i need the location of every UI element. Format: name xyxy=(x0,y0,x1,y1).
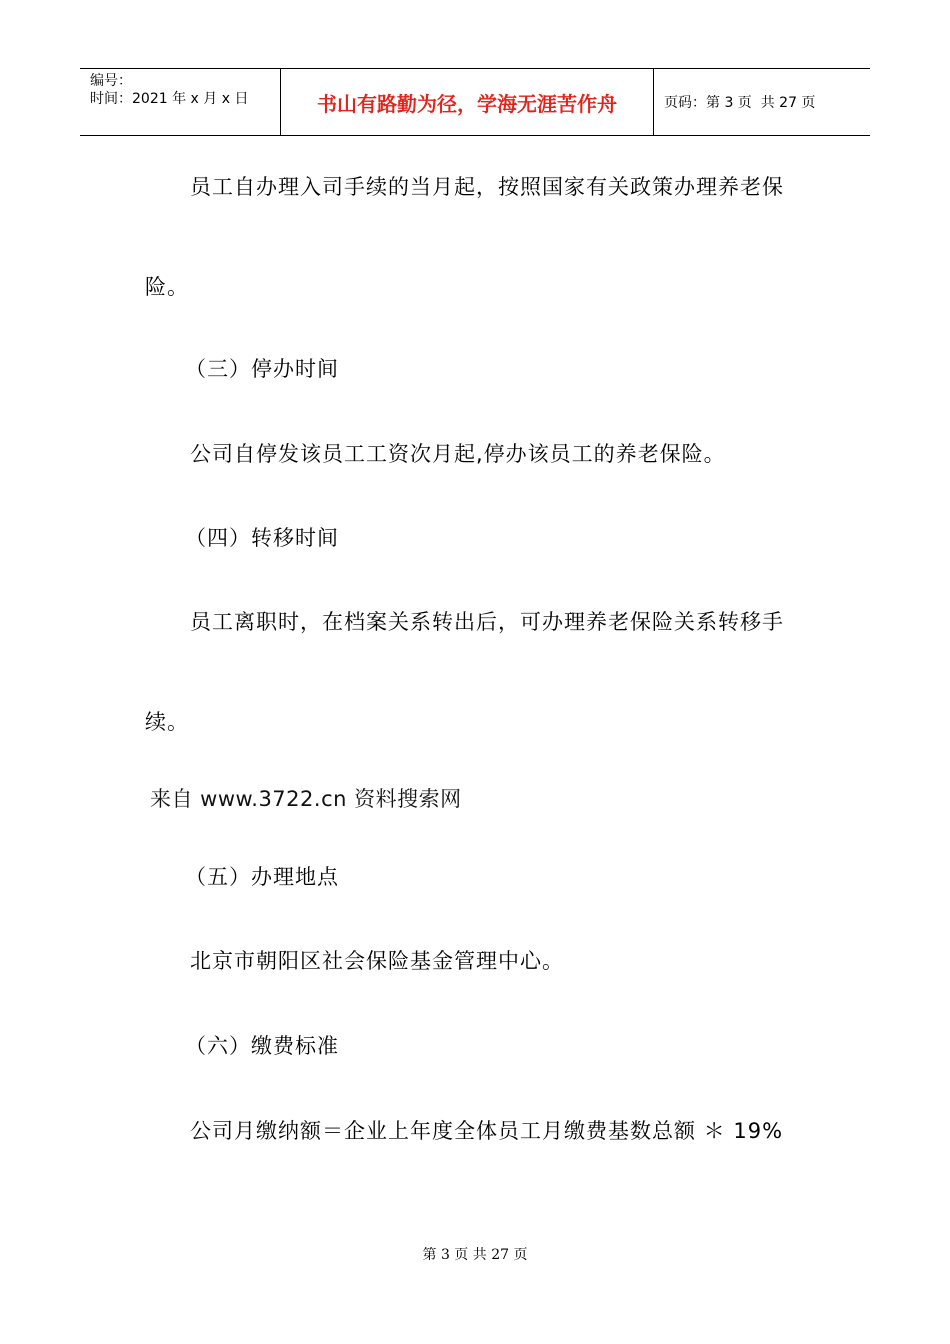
section-heading-6: （六）缴费标准 xyxy=(185,1034,339,1058)
header-motto: 书山有路勤为径，学海无涯苦作舟 xyxy=(317,91,617,116)
paragraph-4: 北京市朝阳区社会保险基金管理中心。 xyxy=(190,949,564,973)
section-heading-4: （四）转移时间 xyxy=(185,526,339,550)
header-motto-cell xyxy=(281,69,654,135)
paragraph-1-line-2: 险。 xyxy=(145,275,189,299)
section-heading-3: （三）停办时间 xyxy=(185,357,339,381)
source-watermark: 来自 www.3722.cn 资料搜索网 xyxy=(150,787,462,811)
paragraph-3-line-1: 员工离职时，在档案关系转出后，可办理养老保险关系转移手 xyxy=(190,610,784,634)
header-meta-cell xyxy=(80,69,281,135)
paragraph-3-line-2: 续。 xyxy=(145,710,189,734)
page-footer: 第 3 页 共 27 页 xyxy=(422,1247,528,1263)
header-date-label: 时间：2021 年 x 月 x 日 xyxy=(90,91,249,107)
header-number-label: 编号： xyxy=(90,73,132,89)
paragraph-1-line-1: 员工自办理入司手续的当月起，按照国家有关政策办理养老保 xyxy=(190,175,784,199)
page-header xyxy=(80,68,870,136)
paragraph-2: 公司自停发该员工工资次月起,停办该员工的养老保险。 xyxy=(190,442,726,466)
paragraph-5: 公司月缴纳额＝企业上年度全体员工月缴费基数总额 ＊ 19% xyxy=(190,1119,784,1143)
section-heading-5: （五）办理地点 xyxy=(185,865,339,889)
header-page-cell xyxy=(654,69,870,135)
header-page-label: 页码：第 3 页 共 27 页 xyxy=(664,95,816,111)
